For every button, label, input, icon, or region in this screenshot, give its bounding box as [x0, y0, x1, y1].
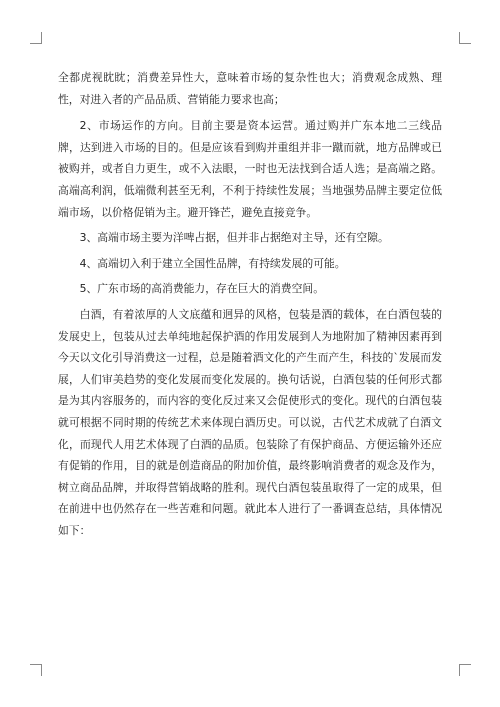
- paragraph-consumption-capacity: 5、广东市场的高消费能力，存在巨大的消费空间。: [79, 282, 324, 296]
- crop-mark-bottom-right: [459, 664, 471, 676]
- crop-mark-top-right: [459, 32, 471, 44]
- document-body: [58, 67, 442, 541]
- paragraph-baijiu-packaging: 白酒，有着浓厚的人文底蕴和迥异的风格，包装是酒的载体，在白酒包装的发展史上，包装从过去单纯地起保护酒的作用发展到人为地附加了精神因素再到今天以文化引导消费这一过程，总是随着酒文化的产生而产生，科技的`发展而发展，人们审美趋势的变化发展而变化发展的。换句话说，白酒包装的任何形式都是为其内容服务的，而内容的变化反过来又会促使形式的变化。现代的白酒包装就可根据不同时期的传统艺术来体现白酒历史。可以说，古代艺术成就了白酒文化，而现代人用艺术体现了白酒的品质。包装除了有保护商品、方便运输外还应有促销的作用，目的就是创造商品的附加价值，最终影响消费者的观念及作为，树立商品品牌，并取得营销战略的胜利。现代白酒包装虽取得了一定的成果，但在前进中也仍然存在一些苦难和问题。就此本人进行了一番调查总结，具体情况如下：: [58, 307, 442, 537]
- crop-mark-top-left: [30, 32, 42, 44]
- crop-mark-bottom-left: [30, 664, 42, 676]
- paragraph-national-brand: 4、高端切入利于建立全国性品牌，有持续发展的可能。: [79, 256, 346, 270]
- paragraph-high-end-market: 3、高端市场主要为洋啤占据，但并非占据绝对主导，还有空隙。: [79, 231, 389, 245]
- paragraph-continuation: 全都虎视眈眈；消费差异性大，意味着市场的复杂性也大；消费观念成熟、理性，对进入者的产品品质、营销能力要求也高；: [58, 71, 442, 106]
- paragraph-market-direction: 2、市场运作的方向。目前主要是资本运营。通过购并广东本地二三线品牌，达到进入市场的目的。但是应该看到购并重组并非一蹴而就，地方品牌或已被购并，或者自力更生，或不入法眼，一时也无法找到合适人选；是高端之路。高端高利润，低端微利甚至无利，不利于持续性发展；当地强势品牌主要定位低端市场，以价格促销为主。避开锋芒，避免直接竞争。: [58, 119, 442, 219]
